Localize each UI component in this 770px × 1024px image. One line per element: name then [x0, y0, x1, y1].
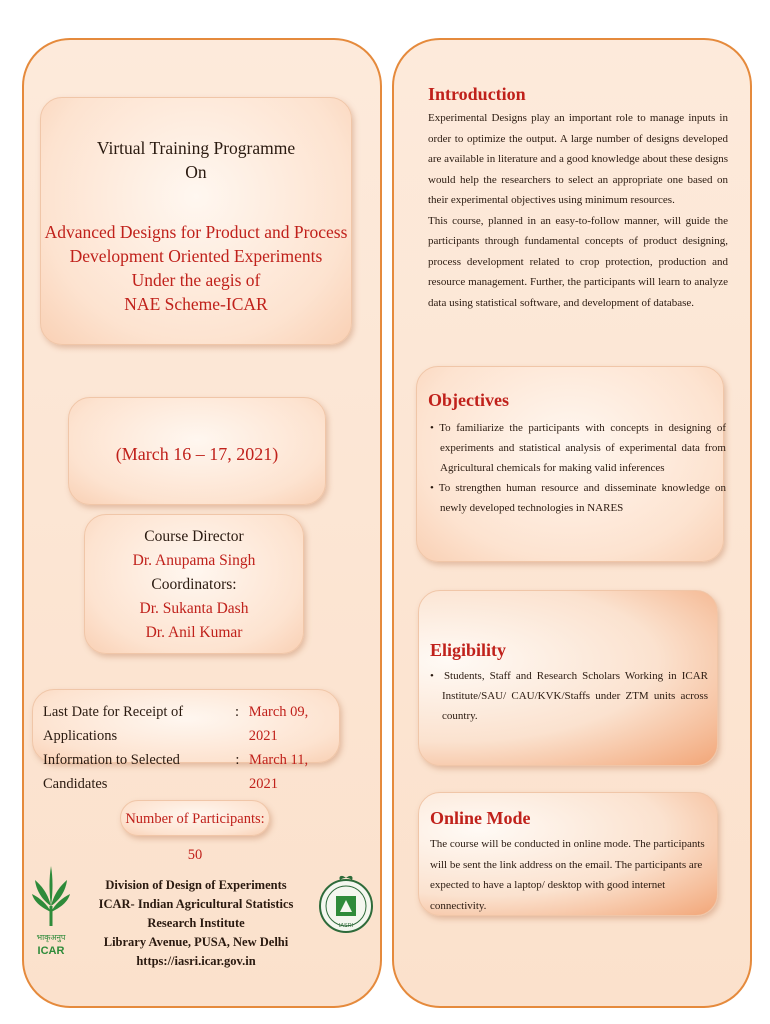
introduction-para-1: Experimental Designs play an important role to manage inputs in order to optimize the output. A large number of designs developed are available in literature and a good knowledge about these designs would help the researchers to select an appropriate one based on their experimental objectives using minimum resources.: [428, 112, 728, 206]
footer-division: Division of Design of Experiments: [105, 878, 287, 892]
date-range-box: [68, 397, 326, 505]
eligibility-text: Students, Staff and Research Scholars Working in ICAR Institute/SAU/ CAU/KVK/Staffs under ZTM units across country.: [442, 670, 708, 722]
deadline-row: [43, 700, 339, 748]
title-line-4: Development Oriented Experiments: [69, 246, 323, 266]
list-item: • Students, Staff and Research Scholars Working in ICAR Institute/SAU/ CAU/KVK/Staffs under ZTM units across country.: [430, 670, 708, 722]
online-mode-text: The course will be conducted in online mode. The participants will be sent the link address on the email. The participants are expected to have a laptop/ desktop with good internet connectivity.: [430, 838, 705, 912]
list-item: • To strengthen human resource and disseminate knowledge on newly developed technologies in NARES: [430, 482, 727, 514]
director-box: [84, 514, 304, 654]
eligibility-heading: Eligibility: [430, 640, 507, 660]
iasri-logo-text: IASRI: [338, 923, 354, 929]
objectives-list: [430, 418, 726, 518]
title-line-2: On: [185, 162, 207, 182]
list-item: • To familiarize the participants with concepts in designing of experiments and statistical analysis of experimental data from Agricultural chemicals for making valid inferences: [430, 422, 726, 474]
title-line-5: Under the aegis of: [131, 270, 261, 290]
deadline-sep: :: [234, 704, 239, 720]
deadline-value: March 11, 2021: [249, 752, 309, 792]
coordinator-1: Dr. Sukanta Dash: [139, 600, 249, 617]
deadlines-box: [32, 689, 340, 792]
eligibility-list: [430, 666, 708, 726]
objective-text: To familiarize the participants with concepts in designing of experiments and statistical analysis of experimental data from Agricultural chemicals for making valid inferences: [439, 422, 726, 474]
title-line-6: NAE Scheme-ICAR: [124, 294, 268, 314]
iasri-logo: [318, 872, 374, 942]
introduction-para-2: This course, planned in an easy-to-follow manner, will guide the participants through fundamental concepts of product designing, process development related to crop protection, production and resource management. Further, the participants will learn to analyze data using statistical software, and development of database.: [428, 214, 728, 309]
svg-text:भाकृअनुप: भाकृअनुप: [36, 933, 66, 942]
deadline-sep: :: [235, 752, 240, 768]
director-name: Dr. Anupama Singh: [132, 552, 256, 569]
director-role: Course Director: [144, 528, 244, 545]
participants-count: Number of Participants: 50: [125, 811, 265, 863]
introduction-text: [428, 108, 728, 313]
title-line-3: Advanced Designs for Product and Process: [44, 222, 348, 242]
deadline-label: Information to Selected Candidates: [43, 752, 180, 792]
footer-institute: ICAR- Indian Agricultural Statistics Research Institute: [98, 897, 294, 930]
deadline-row: [43, 748, 339, 796]
coordinators-label: Coordinators:: [151, 576, 237, 593]
icar-logo: [30, 862, 72, 958]
date-range: (March 16 – 17, 2021): [115, 444, 279, 464]
deadline-value: March 09, 2021: [248, 704, 309, 744]
title-line-1: Virtual Training Programme: [96, 138, 296, 158]
objective-text: To strengthen human resource and disseminate knowledge on newly developed technologies in NARES: [438, 482, 727, 514]
online-mode-heading: Online Mode: [430, 808, 531, 828]
footer-website-link[interactable]: https://iasri.icar.gov.in: [136, 954, 256, 968]
objectives-heading: Objectives: [428, 390, 509, 410]
introduction-heading: Introduction: [428, 84, 526, 104]
deadline-label: Last Date for Receipt of Applications: [43, 704, 184, 744]
icar-logo-text: ICAR: [37, 945, 65, 957]
coordinator-2: Dr. Anil Kumar: [145, 624, 243, 641]
participants-box: [120, 800, 270, 863]
footer: [86, 876, 306, 971]
title-box: [40, 97, 352, 345]
footer-address: Library Avenue, PUSA, New Delhi: [103, 935, 289, 949]
